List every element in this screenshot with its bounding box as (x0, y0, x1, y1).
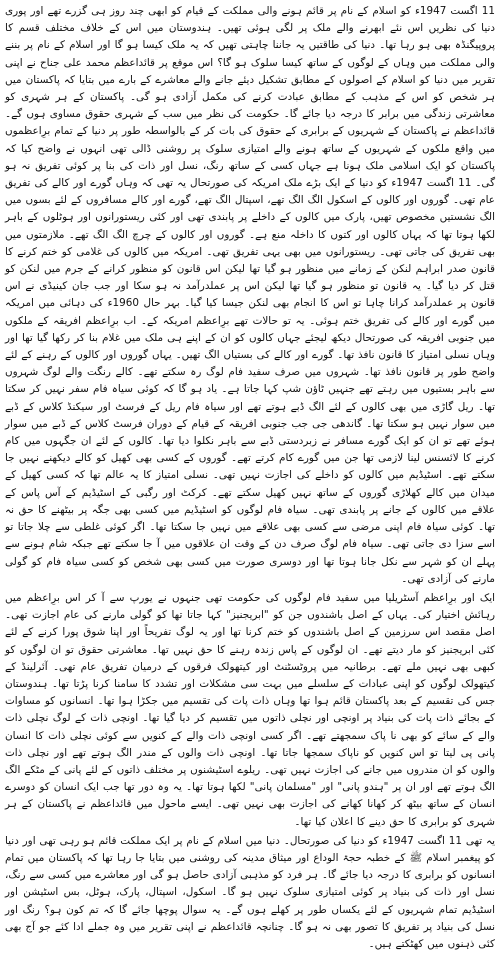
urdu-article-body (5, 3, 495, 953)
article-paragraph-2: ایک اور برِاعظم آسٹریلیا میں سفید فام لوگوں کی حکومت تھی جنہوں نے یورپ سے آ کر اس برِاعظم میں رہائش اختیار کی۔ یہاں کے اصل باشندوں جن کو "ابریجنیز" کہا جاتا تھا کو گولی مارنے کی عام اجازت تھی۔ اصل مقصد اس سرزمین کے اصل باشندوں کو ختم کرنا تھا اور یہ لوگ تفریحاً اور اپنا شوق پورا کرنے کے لئے کئی ابریجنیز کو مار دیتے تھے۔ ان لوگوں کے پاس زندہ رہنے کا حق نہیں تھا۔ معاشرتی حقوق تو ان لوگوں کو کبھی بھی نہیں ملے تھے۔ برطانیہ میں پروٹسٹنٹ اور کیتھولک فرقوں کے درمیان تفریق عام تھی۔ آئرلینڈ کے کیتھولک لوگوں کو اپنی عبادات کے سلسلے میں بہت سی مشکلات اور تشدد کا سامنا کرنا پڑتا تھا۔ ہندوستان جس کی تقسیم کے بعد پاکستان قائم ہوا تھا وہاں ذات پات کی تقسیم میں جکڑا ہوا تھا۔ انسانوں کو مساوات کے بجائے ذات پات کی بنیاد پر اونچی اور نچلی ذاتوں میں تقسیم کر دیا گیا تھا۔ اونچی ذات کے لوگ نچلی ذات والے کے سائے کو بھی نا پاک سمجھتے تھے۔ اگر کسی اونچی ذات والے کے کنویں سے کوئی نچلی ذات کا انسان پانی پی لیتا تو اس کنویں کو ناپاک سمجھا جاتا تھا۔ اونچی ذات والوں کے مندر الگ ہوتے تھے اور نچلی ذات والوں کو ان مندروں میں جانے کی اجازت نہیں تھی۔ ریلوے اسٹیشنوں پر مختلف ذاتوں کے لئے پانی کے مٹکے الگ الگ ہوتے تھے اور ان پر "ہندو پانی" اور "مسلمان پانی" لکھا ہوتا تھا۔ یہ وہ دور تھا جب ایک انسان کو دوسرے انسان کے ساتھ بیٹھ کر کھانا کھانے کی اجازت بھی نہیں تھی۔ ایسے ماحول میں قائداعظم نے پاکستان کے ہر شہری کو برابری کا حق دینے کا اعلان کیا تھا۔ (5, 591, 495, 828)
article-paragraph-1: 11 اگست 1947ء کو اسلام کے نام پر قائم ہونے والی مملکت کے قیام کو ابھی چند روز ہی گزرے تھے اور پوری دنیا کی نظریں اس نئے ابھرنے والے ملک پر لگی ہوئی تھیں۔ ہندوستان میں اس کے خلاف مختلف قسم کا پروپیگنڈہ بھی ہو رہا تھا۔ دنیا کی طاقتیں یہ جاننا چاہتی تھیں کہ یہ ملک کیسا ہو گا اور اسلام کے نام پر بننے والی مملکت میں وہاں کے لوگوں کے ساتھ کیسا سلوک ہو گا؟ اس موقع پر قائداعظم محمد علی جناح نے اپنی تقریر میں دنیا کو اسلام کے اصولوں کے مطابق تشکیل دیئے جانے والے معاشرے کے بارے میں بتایا کہ پاکستان میں ہر شخص کو اس کے مذہب کے مطابق عبادت کرنے کی مکمل آزادی ہو گی۔ پاکستان کے ہر شہری کو معاشرتی زندگی میں برابر کا درجہ دیا جائے گا۔ حکومت کی نظر میں سب کے شہری حقوق مساوی ہوں گے۔ قائداعظم نے پاکستان کے شہریوں کے برابری کے حقوق کی بات کر کے بالواسطہ طور پر دنیا کے تمام برِاعظموں میں واقع ملکوں کے شہریوں کے ساتھ ہونے والے امتیازی سلوک پر روشنی ڈالی تھی انہوں نے واضح کیا کہ پاکستان کو ایک اسلامی ملک ہونا ہے جہاں کسی کے ساتھ رنگ، نسل اور ذات کی بنا پر کوئی تفریق نہ ہو گی۔ 11 اگست 1947ء کو دنیا کے ایک بڑے ملک امریکہ کی صورتحال یہ تھی کہ وہاں گورے اور کالے کی تفریق عام تھی۔ گوروں اور کالوں کے اسکول الگ الگ تھے، اسپتال الگ تھے، گورے اور کالے مسافروں کے لئے بسوں میں الگ نشستیں مخصوص تھیں، پارک میں کالوں کے داخلے پر پابندی تھی اور کئی ریستورانوں اور ہوٹلوں کے باہر لکھا ہوتا تھا کہ یہاں کالوں اور کتوں کا داخلہ منع ہے۔ گوروں اور کالوں کے چرچ الگ الگ تھے۔ ملازمتوں میں بھی تفریق کی جاتی تھی۔ ریستورانوں میں بھی یہی تفریق تھی۔ امریکہ میں کالوں کی غلامی کو ختم کرنے کا قانون صدر ابراہم لنکن کے زمانے میں منظور ہو گیا تھا لیکن اس قانون کو منظور کرانے کے جرم میں لنکن کو قتل کر دیا گیا۔ یہ قانون تو منظور ہو گیا تھا لیکن اس پر عملدرآمد نہ ہو سکا اور جب جان کینیڈی نے اس قانون پر عملدرآمد کرانا چاہا تو اس کا انجام بھی لنکن جیسا کیا گیا۔ بہر حال 1960ء کی دہائی میں امریکہ میں گورے اور کالے کی تفریق ختم ہوئی۔ یہ تو حالات تھے برِاعظم امریکہ کے۔ اب برِاعظم افریقہ کے ملکوں میں جنوبی افریقہ کی صورتحال دیکھ لیجئے جہاں کالوں کو ان کے اپنے ہی ملک میں غلام بنا کر رکھا گیا تھا اور وہاں نسلی امتیاز کا قانون نافذ تھا۔ گورے اور کالے کی بستیاں الگ تھیں۔ یہاں گوروں اور کالوں کے رہنے کے لئے واضح طور پر قانون نافذ تھا۔ شہروں میں صرف سفید فام لوگ رہ سکتے تھے۔ کالے رنگت والے لوگ شہروں سے باہر بستیوں میں رہتے تھے جنہیں ٹاؤن شپ کہا جاتا ہے۔ یاد ہو گا کہ کوئی سیاہ فام سفر نہیں کر سکتا تھا۔ ریل گاڑی میں بھی کالوں کے لئے الگ ڈبے ہوتے تھے اور سیاہ فام ریل کے فرسٹ اور سیکنڈ کلاس کے ڈبے میں سوار نہیں ہو سکتا تھا۔ گاندھی جی جب جنوبی افریقہ کے قیام کے دوران فرسٹ کلاس کے ڈبے میں سوار ہوئے تھے تو ان کو ایک گورے مسافر نے زبردستی ڈبے سے باہر نکلوا دیا تھا۔ کالوں کے لئے ان جگہوں میں کام کرنے کا لائسنس لینا لازمی تھا جن میں گورے کام کرتے تھے۔ گوروں کے کسی بھی کھیل کو کالے دیکھنے نہیں جا سکتے تھے۔ اسٹیڈیم میں کالوں کو داخلے کی اجازت نہیں تھی۔ نسلی امتیاز کا یہ عالم تھا کہ کسی کھیل کے میدان میں کالے کھلاڑی گوروں کے ساتھ نہیں کھیل سکتے تھے۔ کرکٹ اور رگبی کے اسٹیڈیم کے آس پاس کے علاقے میں کالوں کے جانے پر پابندی تھی۔ سیاہ فام لوگوں کو اسٹیڈیم میں کسی بھی جگہ پر بیٹھنے کا حق نہ تھا۔ کوئی سیاہ فام اپنی مرضی سے کسی بھی علاقے میں نہیں جا سکتا تھا۔ اگر کوئی غلطی سے چلا جاتا تو اسے سزا دی جاتی تھی۔ سیاہ فام لوگ صرف دن کے وقت ان علاقوں میں آ جا سکتے تھے جبکہ شام ہونے سے پہلے ان کو شہر سے نکل جانا ہوتا تھا اور دوسری صورت میں کسی بھی شخص کو کسی سیاہ فام کو گولی مارنے کی آزادی تھی۔ (5, 5, 496, 585)
article-paragraph-3: یہ تھی 11 اگست 1947ء کو دنیا کی صورتحال۔ دنیا میں اسلام کے نام پر ایک مملکت قائم ہو رہی تھی اور دنیا کو پیغمبر اسلام ﷺ کے خطبہ حجۃ الوداع اور میثاق مدینہ کی روشنی میں بتایا جا رہا تھا کہ پاکستان میں تمام انسانوں کو برابری کا درجہ دیا جائے گا۔ ہر فرد کو مذہبی آزادی حاصل ہو گی اور معاشرے میں کسی سے رنگ، نسل اور ذات کی بنیاد پر کوئی امتیازی سلوک نہیں ہو گا۔ اسکول، اسپتال، پارک، ہوٹل، بس اسٹیشن اور اسٹیڈیم تمام شہریوں کے لئے یکساں طور پر کھلے ہوں گے۔ یہ سوال پوچھا جائے گا کہ تم کون ہو؟ رنگ اور نسل کی بنیاد پر تفریق کا تصور بھی نہ ہو گا۔ چنانچہ قائداعظم نے اپنی تقریر میں وہ جملے ادا کئے جو آج بھی کئی ذہنوں میں کھٹکتے ہیں۔ (5, 834, 496, 950)
